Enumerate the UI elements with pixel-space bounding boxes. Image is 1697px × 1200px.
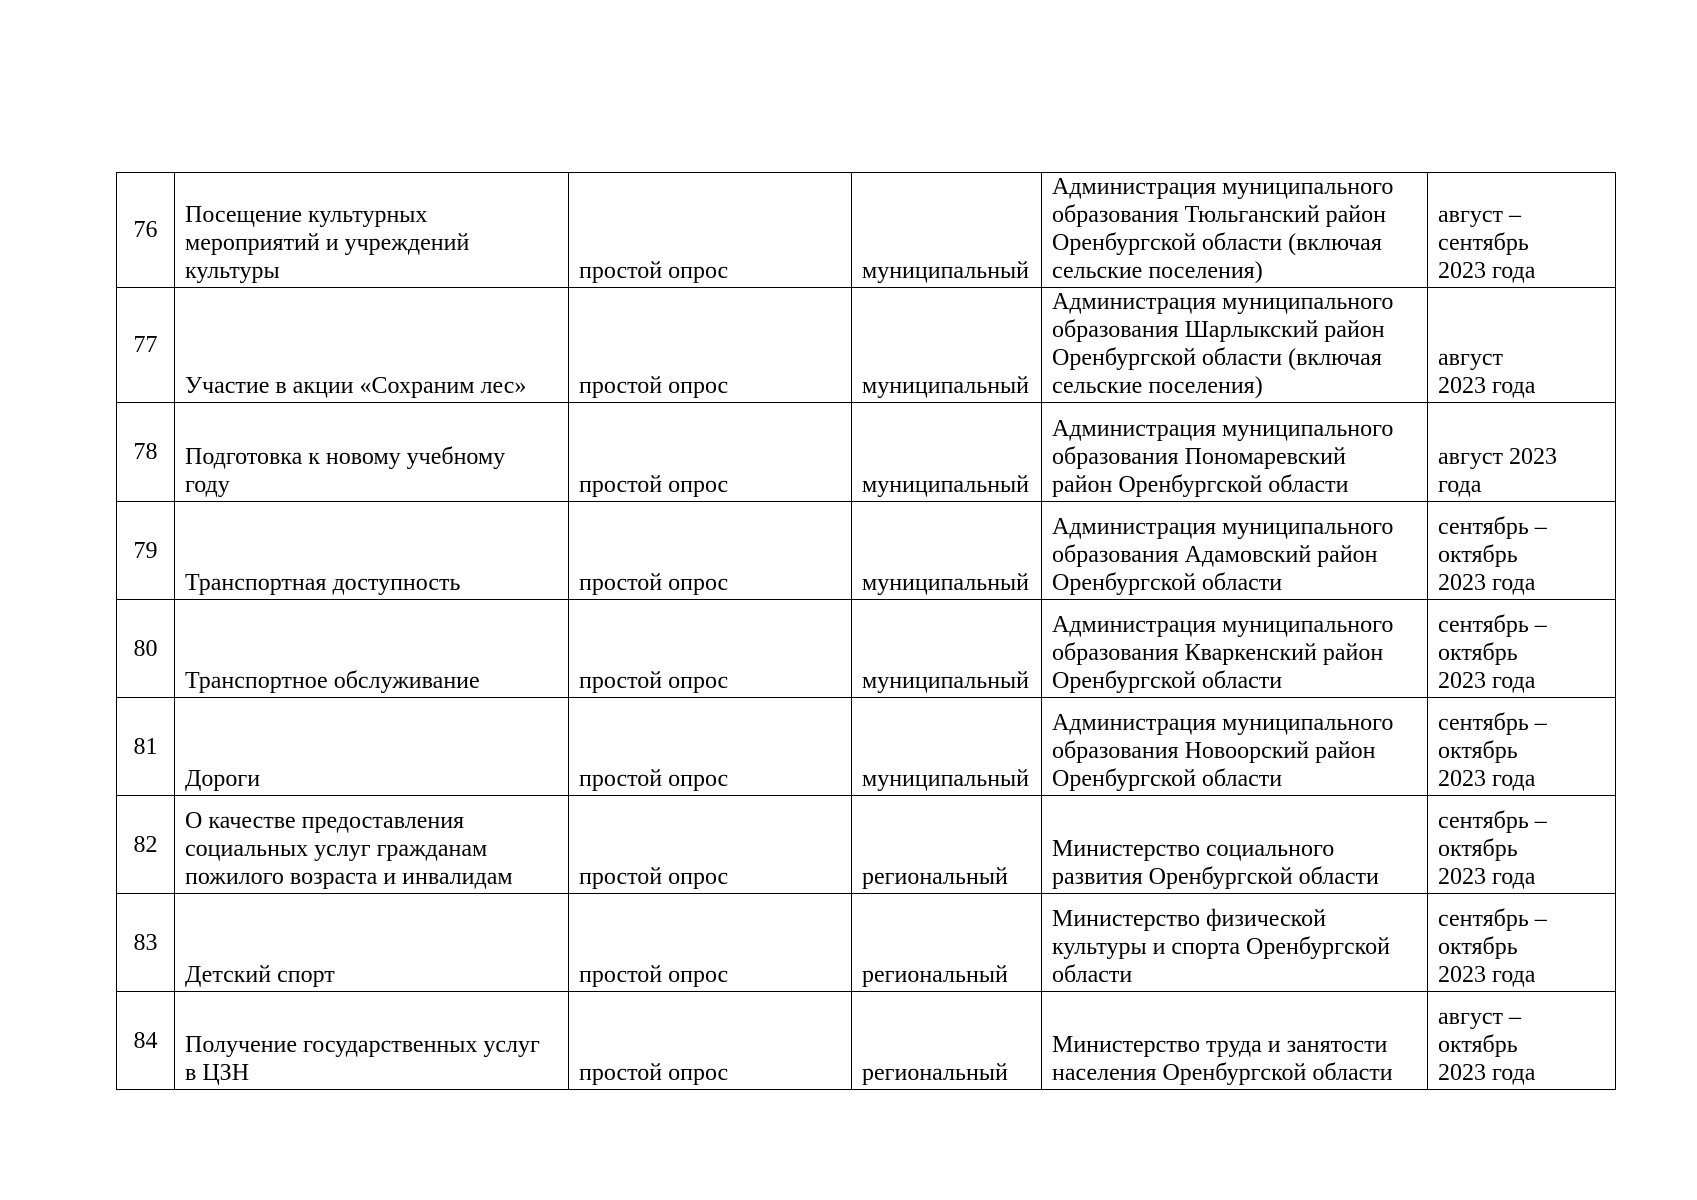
survey-topic-text: Участие в акции «Сохраним лес» (185, 373, 527, 399)
table-row (117, 698, 1616, 796)
responsible-organization (1042, 600, 1428, 698)
survey-topic (175, 698, 569, 796)
survey-period (1428, 173, 1616, 288)
survey-method: простой опрос (569, 502, 852, 600)
survey-period (1428, 288, 1616, 403)
survey-method: простой опрос (569, 796, 852, 894)
survey-period-text: сентябрь – октябрь 2023 года (1438, 612, 1547, 694)
survey-level: муниципальный (852, 403, 1042, 502)
survey-method: простой опрос (569, 403, 852, 502)
survey-level: муниципальный (852, 173, 1042, 288)
survey-topic (175, 288, 569, 403)
responsible-organization-text: Администрация муниципального образования Кваркенский район Оренбургской области (1052, 612, 1394, 694)
responsible-organization (1042, 796, 1428, 894)
responsible-organization-text: Министерство социального развития Оренбургской области (1052, 836, 1379, 890)
row-number: 80 (117, 600, 175, 698)
responsible-organization (1042, 698, 1428, 796)
survey-topic (175, 796, 569, 894)
responsible-organization-text: Администрация муниципального образования Пономаревский район Оренбургской области (1052, 416, 1394, 498)
survey-period-text: август – октябрь 2023 года (1438, 1004, 1536, 1086)
responsible-organization (1042, 502, 1428, 600)
responsible-organization-text: Администрация муниципального образования Новоорский район Оренбургской области (1052, 710, 1394, 792)
survey-period (1428, 403, 1616, 502)
survey-method: простой опрос (569, 992, 852, 1090)
table-row (117, 796, 1616, 894)
row-number: 82 (117, 796, 175, 894)
survey-period-text: сентябрь – октябрь 2023 года (1438, 710, 1547, 792)
row-number: 81 (117, 698, 175, 796)
survey-period-text: сентябрь – октябрь 2023 года (1438, 808, 1547, 890)
survey-method: простой опрос (569, 173, 852, 288)
survey-topic-text: Детский спорт (185, 962, 335, 988)
survey-level: муниципальный (852, 502, 1042, 600)
responsible-organization-text: Администрация муниципального образования Шарлыкский район Оренбургской области (включая сельские поселения) (1052, 289, 1394, 399)
survey-level: муниципальный (852, 698, 1042, 796)
survey-topic-text: О качестве предоставления социальных услуг гражданам пожилого возраста и инвалидам (185, 808, 513, 890)
responsible-organization (1042, 288, 1428, 403)
row-number: 76 (117, 173, 175, 288)
responsible-organization (1042, 173, 1428, 288)
survey-period (1428, 796, 1616, 894)
survey-level: региональный (852, 992, 1042, 1090)
survey-topic (175, 173, 569, 288)
row-number: 79 (117, 502, 175, 600)
survey-method: простой опрос (569, 288, 852, 403)
row-number: 77 (117, 288, 175, 403)
row-number: 83 (117, 894, 175, 992)
table-row (117, 894, 1616, 992)
survey-topic-text: Дороги (185, 766, 261, 792)
survey-topic-text: Транспортная доступность (185, 570, 461, 596)
survey-period (1428, 502, 1616, 600)
survey-plan-table (116, 172, 1616, 1090)
survey-period (1428, 894, 1616, 992)
survey-topic-text: Посещение культурных мероприятий и учреждений культуры (185, 202, 470, 284)
survey-period-text: август 2023 года (1438, 444, 1557, 498)
survey-topic (175, 992, 569, 1090)
table-row (117, 403, 1616, 502)
survey-period (1428, 698, 1616, 796)
responsible-organization-text: Администрация муниципального образования Тюльганский район Оренбургской области (включая сельские поселения) (1052, 174, 1394, 284)
responsible-organization (1042, 894, 1428, 992)
survey-level: региональный (852, 796, 1042, 894)
survey-period-text: сентябрь – октябрь 2023 года (1438, 906, 1547, 988)
survey-topic (175, 502, 569, 600)
survey-method: простой опрос (569, 600, 852, 698)
table-row (117, 600, 1616, 698)
survey-period-text: август – сентябрь 2023 года (1438, 202, 1536, 284)
table-row (117, 288, 1616, 403)
responsible-organization-text: Администрация муниципального образования Адамовский район Оренбургской области (1052, 514, 1394, 596)
table-row (117, 502, 1616, 600)
survey-level: региональный (852, 894, 1042, 992)
survey-level: муниципальный (852, 288, 1042, 403)
survey-period (1428, 600, 1616, 698)
responsible-organization (1042, 992, 1428, 1090)
survey-method: простой опрос (569, 698, 852, 796)
survey-topic-text: Транспортное обслуживание (185, 668, 480, 694)
survey-period (1428, 992, 1616, 1090)
survey-method: простой опрос (569, 894, 852, 992)
responsible-organization-text: Министерство труда и занятости населения Оренбургской области (1052, 1032, 1393, 1086)
survey-period-text: август 2023 года (1438, 345, 1536, 399)
survey-topic (175, 894, 569, 992)
survey-topic-text: Подготовка к новому учебному году (185, 444, 506, 498)
row-number: 84 (117, 992, 175, 1090)
survey-period-text: сентябрь – октябрь 2023 года (1438, 514, 1547, 596)
row-number: 78 (117, 403, 175, 502)
survey-topic-text: Получение государственных услуг в ЦЗН (185, 1032, 540, 1086)
survey-level: муниципальный (852, 600, 1042, 698)
responsible-organization-text: Министерство физической культуры и спорта Оренбургской области (1052, 906, 1390, 988)
survey-topic (175, 600, 569, 698)
survey-topic (175, 403, 569, 502)
responsible-organization (1042, 403, 1428, 502)
table-row (117, 992, 1616, 1090)
table-row (117, 173, 1616, 288)
